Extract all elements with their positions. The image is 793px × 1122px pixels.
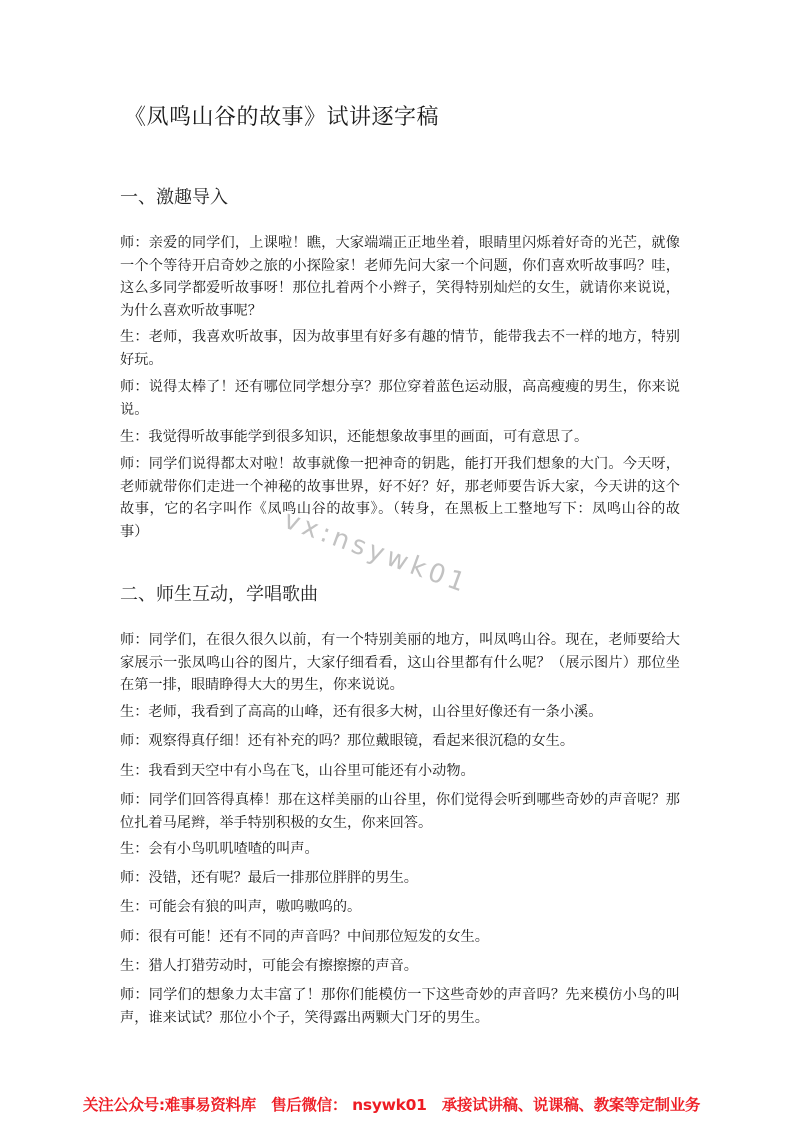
paragraph: 师：同学们，在很久很久以前，有一个特别美丽的地方，叫凤鸣山谷。现在，老师要给大家展示一张凤鸣山谷的图片，大家仔细看看，这山谷里都有什么呢？（展示图片）那位坐在第一排，眼睛睁得大大的男生，你来说说。 xyxy=(120,632,680,693)
paragraph: 师：说得太棒了！还有哪位同学想分享？那位穿着蓝色运动服，高高瘦瘦的男生，你来说说。 xyxy=(120,379,680,418)
section-heading-2: 二、师生互动，学唱歌曲 xyxy=(120,584,318,605)
paragraph: 师：亲爱的同学们，上课啦！瞧，大家端端正正地坐着，眼睛里闪烁着好奇的光芒，就像一个个等待开启奇妙之旅的小探险家！老师先问大家一个问题，你们喜欢听故事吗？哇，这么多同学都爱听故事呀！那位扎着两个小辫子，笑得特别灿烂的女生，就请你来说说，为什么喜欢听故事呢？ xyxy=(120,235,680,319)
paragraph: 师：观察得真仔细！还有补充的吗？那位戴眼镜，看起来很沉稳的女生。 xyxy=(120,733,575,749)
footer-wechat: 售后微信： nsywk01 xyxy=(271,1096,427,1114)
footer-service: 承接试讲稿、说课稿、教案等定制业务 xyxy=(441,1096,701,1114)
paragraph: 师：同学们回答得真棒！那在这样美丽的山谷里，你们觉得会听到哪些奇妙的声音呢？那位扎着马尾辫，举手特别积极的女生，你来回答。 xyxy=(120,792,680,831)
paragraph: 生：我觉得听故事能学到很多知识，还能想象故事里的画面，可有意思了。 xyxy=(120,429,589,445)
watermark: vx:nsywk01 xyxy=(279,505,473,600)
paragraph: 生：我看到天空中有小鸟在飞，山谷里可能还有小动物。 xyxy=(120,763,475,779)
paragraph: 师：同学们说得都太对啦！故事就像一把神奇的钥匙，能打开我们想象的大门。今天呀，老师就带你们走进一个神秘的故事世界，好不好？好，那老师要告诉大家，今天讲的这个故事，它的名字叫作《凤鸣山谷的故事》。（转身，在黑板上工整地写下：凤鸣山谷的故事） xyxy=(120,456,680,540)
paragraph: 生：老师，我看到了高高的山峰，还有很多大树，山谷里好像还有一条小溪。 xyxy=(120,704,603,720)
paragraph: 生：可能会有狼的叫声，嗷呜嗷呜的。 xyxy=(120,899,362,915)
footer-banner xyxy=(0,1093,793,1122)
paragraph: 生：会有小鸟叽叽喳喳的叫声。 xyxy=(120,841,319,857)
section-heading-1: 一、激趣导入 xyxy=(120,187,228,208)
paragraph: 生：猎人打猎劳动时，可能会有擦擦擦的声音。 xyxy=(120,958,418,974)
paragraph: 师：很有可能！还有不同的声音吗？中间那位短发的女生。 xyxy=(120,929,489,945)
paragraph: 生：老师，我喜欢听故事，因为故事里有好多有趣的情节，能带我去不一样的地方，特别好玩。 xyxy=(120,329,680,368)
document-title: 《凤鸣山谷的故事》试讲逐字稿 xyxy=(124,105,440,130)
footer-account: 关注公众号:难事易资料库 xyxy=(82,1096,256,1114)
paragraph: 师：同学们的想象力太丰富了！那你们能模仿一下这些奇妙的声音吗？先来模仿小鸟的叫声，谁来试试？那位小个子，笑得露出两颗大门牙的男生。 xyxy=(120,987,680,1026)
paragraph: 师：没错，还有呢？最后一排那位胖胖的男生。 xyxy=(120,870,418,886)
